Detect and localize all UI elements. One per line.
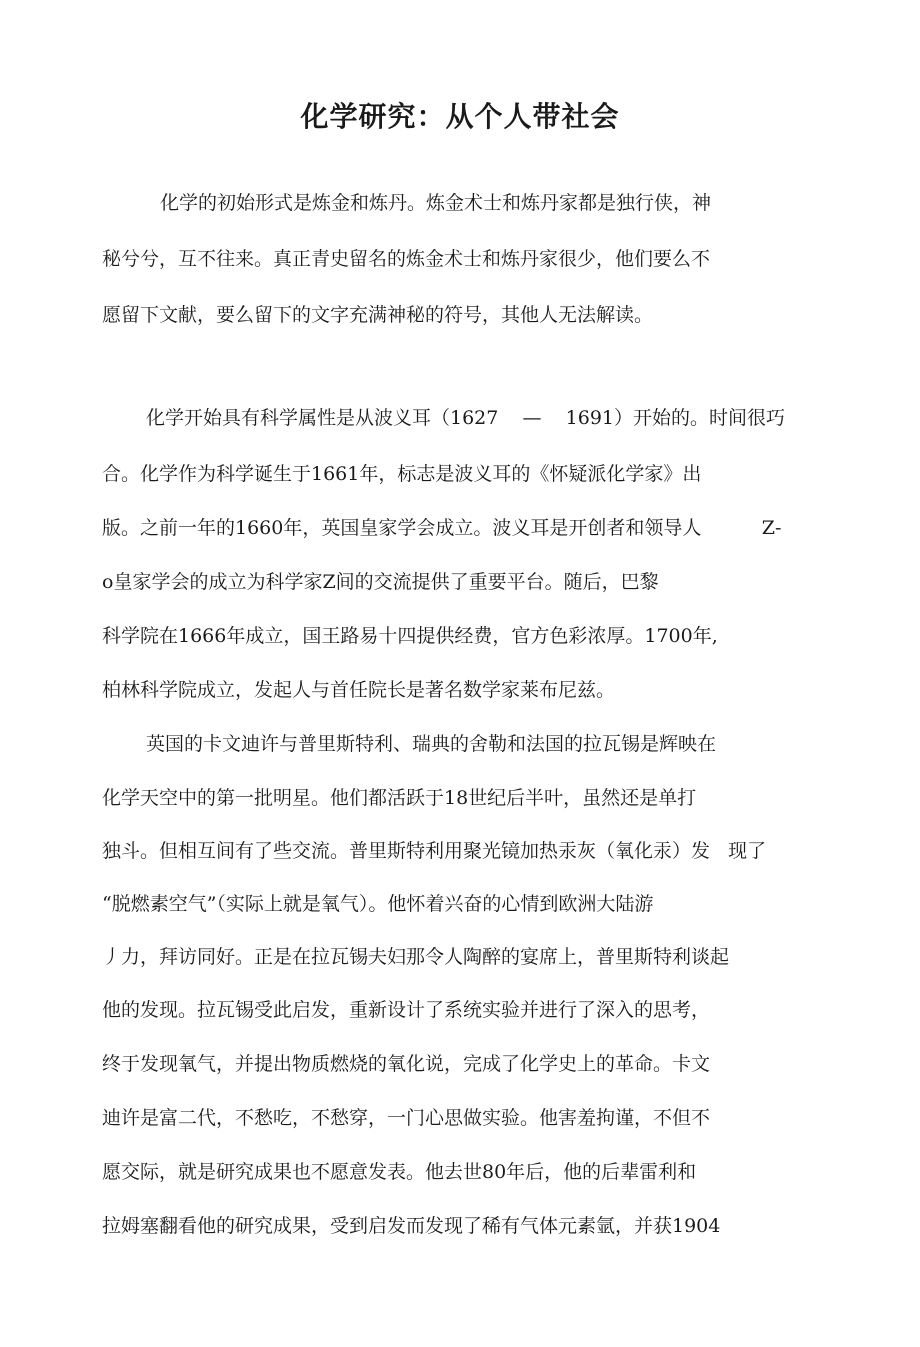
paragraph-3-line-3: 独斗。但相互间有了些交流。普里斯特利用聚光镜加热汞灰（氧化汞）发 现了 [102, 840, 767, 862]
paragraph-3-line-7: 终于发现氧气，并提出物质燃烧的氧化说，完成了化学史上的革命。卡文 [102, 1053, 711, 1075]
paragraph-3-line-2: 化学天空中的第一批明星。他们都活跃于18世纪后半叶，虽然还是单打 [102, 787, 697, 809]
paragraph-3-line-9: 愿交际，就是研究成果也不愿意发表。他去世80年后，他的后辈雷利和 [102, 1161, 697, 1183]
paragraph-1-line-2: 秘兮兮，互不往来。真正青史留名的炼金术士和炼丹家很少，他们要么不 [102, 248, 711, 270]
paragraph-2-line-2: 合。化学作为科学诞生于1661年，标志是波义耳的《怀疑派化学家》出 [102, 463, 702, 485]
paragraph-1-line-3: 愿留下文献，要么留下的文字充满神秘的符号，其他人无法解读。 [102, 304, 654, 326]
paragraph-1-line-1: 化学的初始形式是炼金和炼丹。炼金术士和炼丹家都是独行侠，神 [160, 192, 712, 214]
paragraph-2-line-5: 科学院在1666年成立，国王路易十四提供经费，官方色彩浓厚。1700年, [102, 625, 718, 647]
paragraph-3-line-8: 迪许是富二代，不愁吃，不愁穿，一门心思做实验。他害羞拘谨，不但不 [102, 1107, 711, 1129]
paragraph-3-line-1: 英国的卡文迪许与普里斯特利、瑞典的舍勒和法国的拉瓦锡是辉映在 [146, 733, 717, 755]
paragraph-2-line-3: 版。之前一年的1660年，英国皇家学会成立。波义耳是开创者和领导人 Z- [102, 517, 782, 539]
paragraph-2-line-4: o皇家学会的成立为科学家Z间的交流提供了重要平台。随后，巴黎 [102, 571, 659, 593]
paragraph-3-line-5: 丿力，拜访同好。正是在拉瓦锡夫妇那令人陶醉的宴席上，普里斯特利谈起 [102, 946, 730, 968]
document-title: 化学研究：从个人带社会 [300, 99, 620, 133]
paragraph-3-line-10: 拉姆塞翻看他的研究成果，受到启发而发现了稀有气体元素氩，并获1904 [102, 1215, 721, 1237]
paragraph-2-line-6: 柏林科学院成立，发起人与首任院长是著名数学家莱布尼兹。 [102, 679, 616, 701]
paragraph-3-line-6: 他的发现。拉瓦锡受此启发，重新设计了系统实验并进行了深入的思考， [102, 999, 711, 1021]
paragraph-2-line-1: 化学开始具有科学属性是从波义耳（1627 — 1691）开始的。时间很巧 [146, 407, 786, 429]
paragraph-3-line-4: “脱燃素空气”（实际上就是氧气）。他怀着兴奋的心情到欧洲大陆游 [102, 893, 654, 915]
